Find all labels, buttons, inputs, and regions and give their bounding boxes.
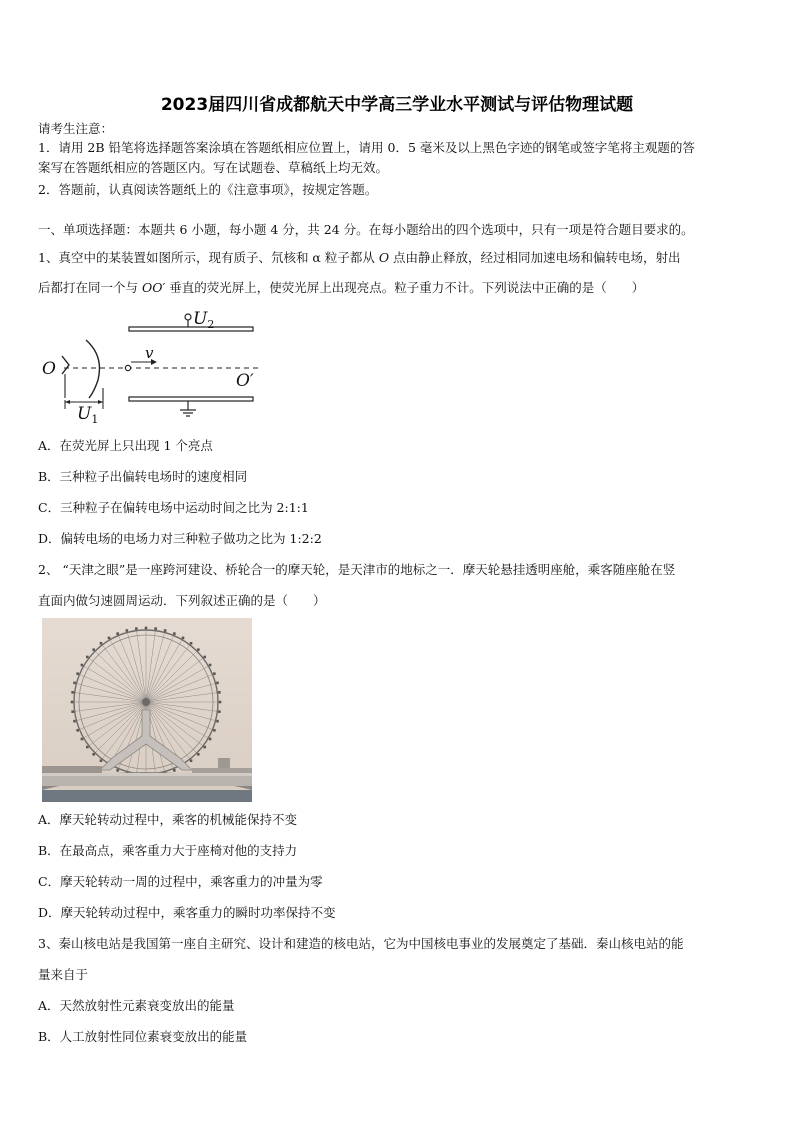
q1-option-c: C．三种粒子在偏转电场中运动时间之比为 2:1:1 [38, 500, 309, 515]
q1-stem-part: 后都打在同一个与 [38, 280, 142, 295]
q2-option-d: D．摩天轮转动过程中，乘客重力的瞬时功率保持不变 [38, 905, 336, 920]
wheel-cabin [71, 691, 74, 694]
wheel-cabin [190, 642, 193, 645]
section-heading: 一、单项选择题：本题共 6 小题，每小题 4 分，共 24 分。在每小题给出的四个选项中，只有一项是符合题目要求的。 [38, 222, 694, 237]
wheel-cabin [213, 672, 216, 675]
wheel-cabin [203, 746, 206, 749]
q3-stem-line-2: 量来自于 [38, 967, 89, 982]
wheel-cabin [135, 627, 138, 630]
q1-stem-line-1 [38, 249, 681, 267]
q2-option-b: B．在最高点，乘客重力大于座椅对他的支持力 [38, 843, 298, 858]
q1-stem-part: 垂直的荧光屏上，使荧光屏上出现亮点。粒子重力不计。下列说法中正确的是（ ） [165, 280, 645, 295]
wheel-cabin [86, 656, 89, 659]
label-v: v [145, 344, 154, 362]
q2-option-c: C．摩天轮转动一周的过程中，乘客重力的冲量为零 [38, 874, 323, 889]
wheel-cabin [81, 664, 84, 667]
notice-item-2: 2．答题前，认真阅读答题纸上的《注意事项》，按规定答题。 [38, 182, 378, 197]
wheel-cabin [182, 637, 185, 640]
u2-label: $U_2$ [193, 309, 215, 331]
wheel-cabin [116, 769, 119, 772]
page-title: 2023届四川省成都航天中学高三学业水平测试与评估物理试题 [160, 95, 634, 115]
u1-arrow-left [65, 400, 70, 404]
lower-deflection-plate [129, 397, 253, 401]
particle [125, 365, 130, 370]
wheel-cabin [116, 632, 119, 635]
wheel-cabin [164, 629, 167, 632]
q1-stem-line-2 [38, 279, 644, 297]
river-water [42, 790, 252, 802]
notice-heading: 请考生注意： [38, 121, 114, 136]
upper-deflection-plate [129, 327, 253, 331]
wheel-cabin [92, 753, 95, 756]
u2-terminal [185, 314, 191, 320]
wheel-cabin [190, 759, 193, 762]
wheel-cabin [218, 691, 221, 694]
label-o: O [42, 359, 56, 379]
wheel-cabin [71, 710, 74, 713]
label-o-prime: O′ [236, 371, 254, 391]
q2-stem-line-1: 2、 “天津之眼”是一座跨河建设、桥轮合一的摩天轮，是天津市的地标之一．摩天轮悬挂透明座舱，乘客随座舱在竖 [38, 562, 676, 577]
wheel-cabin [145, 627, 148, 630]
accelerating-electrode [86, 340, 100, 398]
q3-option-a: A．天然放射性元素衰变放出的能量 [38, 998, 235, 1013]
q1-apparatus-diagram [36, 306, 276, 424]
q3-stem-line-1: 3、秦山核电站是我国第一座自主研究、设计和建造的核电站，它为中国核电事业的发展奠定了基础．秦山核电站的能 [38, 936, 684, 951]
q1-stem-part: 1、真空中的某装置如图所示，现有质子、氘核和 α 粒子都从 [38, 250, 379, 265]
wheel-cabin [126, 629, 129, 632]
wheel-cabin [154, 627, 157, 630]
wheel-cabin [86, 746, 89, 749]
wheel-cabin [209, 738, 212, 741]
wheel-cabin [92, 648, 95, 651]
notice-item-1-line-1: 1．请用 2B 铅笔将选择题答案涂填在答题纸相应位置上，请用 0．5 毫米及以上黑色字迹的钢笔或签字笔将主观题的答 [38, 140, 695, 155]
bridge-railing [42, 773, 252, 776]
wheel-cabin [100, 642, 103, 645]
ferris-wheel-photo [42, 618, 252, 802]
wheel-cabin [81, 738, 84, 741]
q1-option-b: B．三种粒子出偏转电场时的速度相同 [38, 469, 248, 484]
wheel-hub [142, 698, 150, 706]
wheel-cabin [216, 682, 219, 685]
wheel-cabin [76, 729, 79, 732]
q3-option-b: B．人工放射性同位素衰变放出的能量 [38, 1029, 248, 1044]
wheel-cabin [203, 656, 206, 659]
wheel-cabin [209, 664, 212, 667]
wheel-cabin [71, 701, 74, 704]
wheel-cabin [173, 632, 176, 635]
wheel-cabin [197, 648, 200, 651]
q2-stem-line-2: 直面内做匀速圆周运动．下列叙述正确的是（ ） [38, 593, 326, 608]
q2-option-a: A．摩天轮转动过程中，乘客的机械能保持不变 [38, 812, 298, 827]
point-o-symbol: O [378, 250, 390, 265]
q1-stem-part: 点由静止释放，经过相同加速电场和偏转电场，射出 [389, 250, 681, 265]
wheel-cabin [100, 759, 103, 762]
source-electrode [62, 356, 69, 374]
bridge-deck [42, 776, 252, 786]
wheel-cabin [197, 753, 200, 756]
u1-label: $U_1$ [77, 404, 99, 424]
wheel-cabin [73, 682, 76, 685]
wheel-cabin [213, 729, 216, 732]
line-oo-symbol: OO′ [141, 280, 166, 295]
wheel-cabin [108, 637, 111, 640]
wheel-cabin [219, 701, 222, 704]
notice-item-1-line-2: 案写在答题纸相应的答题区内。写在试题卷、草稿纸上均无效。 [38, 160, 389, 175]
wheel-cabin [218, 710, 221, 713]
wheel-cabin [216, 720, 219, 723]
q1-option-d: D．偏转电场的电场力对三种粒子做功之比为 1:2:2 [38, 531, 322, 546]
wheel-cabin [173, 769, 176, 772]
u1-arrow-right [98, 400, 103, 404]
wheel-cabin [76, 672, 79, 675]
q1-option-a: A．在荧光屏上只出现 1 个亮点 [38, 438, 213, 453]
wheel-cabin [73, 720, 76, 723]
